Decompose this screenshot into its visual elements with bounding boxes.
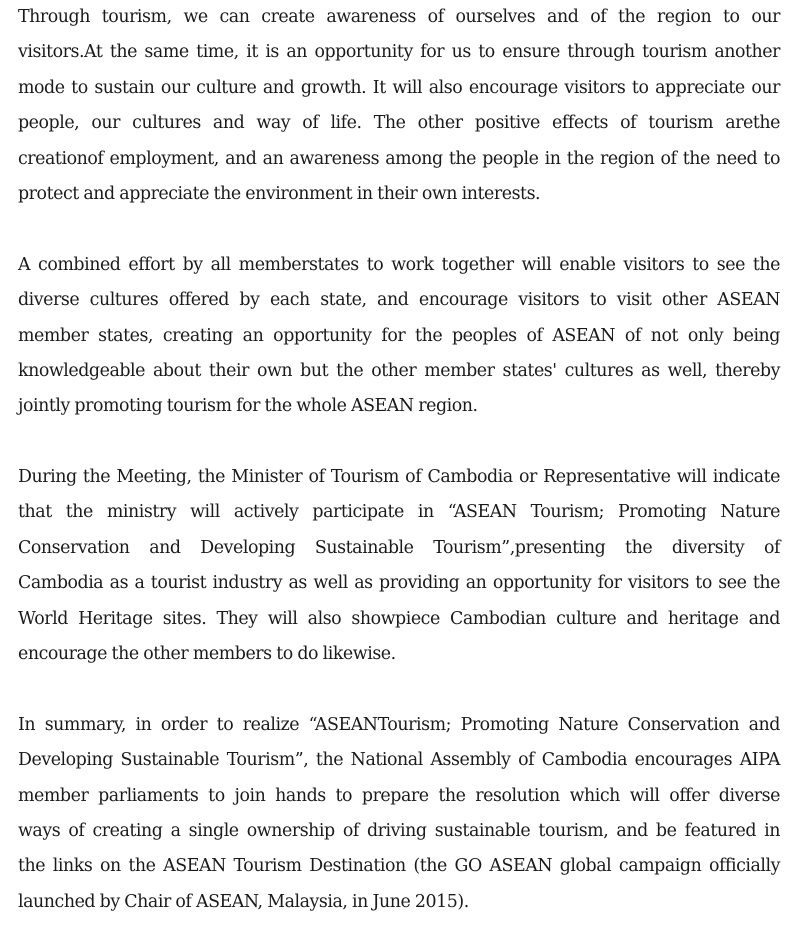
text-line: Conservation and Developing Sustainable Tourism”,presenting the diversity of xyxy=(18,537,780,558)
text-line: visitors.At the same time, it is an opportunity for us to ensure through tourism another xyxy=(18,42,780,63)
text-line: A combined effort by all memberstates to work together will enable visitors to see the xyxy=(18,254,780,275)
text-line: creationof employment, and an awareness among the people in the region of the need to xyxy=(18,148,780,169)
document-page xyxy=(18,0,780,920)
text-line: that the ministry will actively participate in “ASEAN Tourism; Promoting Nature xyxy=(18,502,780,523)
paragraph-combined-effort xyxy=(18,248,780,425)
text-line: In summary, in order to realize “ASEANTourism; Promoting Nature Conservation and xyxy=(18,714,780,735)
text-line: Cambodia as a tourist industry as well as providing an opportunity for visitors to see the xyxy=(18,573,780,594)
paragraph-spacer xyxy=(18,212,780,247)
text-line: member parliaments to join hands to prepare the resolution which will offer diverse xyxy=(18,785,780,806)
paragraph-spacer xyxy=(18,425,780,460)
text-line: protect and appreciate the environment in their own interests. xyxy=(18,183,541,204)
text-line: diverse cultures offered by each state, and encourage visitors to visit other ASEAN xyxy=(18,290,780,311)
text-line: Developing Sustainable Tourism”, the National Assembly of Cambodia encourages AIPA xyxy=(18,750,780,771)
text-line: During the Meeting, the Minister of Tourism of Cambodia or Representative will indicate xyxy=(18,467,780,488)
text-line: mode to sustain our culture and growth. It will also encourage visitors to appreciate our xyxy=(18,77,780,98)
text-line: ways of creating a single ownership of driving sustainable tourism, and be featured in xyxy=(18,820,780,841)
paragraph-summary xyxy=(18,708,780,920)
paragraph-tourism-awareness xyxy=(18,0,780,212)
paragraph-meeting xyxy=(18,460,780,672)
text-line: World Heritage sites. They will also showpiece Cambodian culture and heritage and xyxy=(18,608,780,629)
text-line: encourage the other members to do likewise. xyxy=(18,644,396,665)
text-line: launched by Chair of ASEAN, Malaysia, in June 2015). xyxy=(18,891,469,912)
paragraph-spacer xyxy=(18,672,780,707)
text-line: people, our cultures and way of life. The other positive effects of tourism arethe xyxy=(18,113,780,134)
text-line: Through tourism, we can create awareness of ourselves and of the region to our xyxy=(18,7,780,27)
text-line: jointly promoting tourism for the whole ASEAN region. xyxy=(18,396,478,417)
text-line: knowledgeable about their own but the other member states' cultures as well, thereby xyxy=(18,360,780,381)
text-line: the links on the ASEAN Tourism Destination (the GO ASEAN global campaign officially xyxy=(18,856,780,877)
text-line: member states, creating an opportunity for the peoples of ASEAN of not only being xyxy=(18,325,780,346)
